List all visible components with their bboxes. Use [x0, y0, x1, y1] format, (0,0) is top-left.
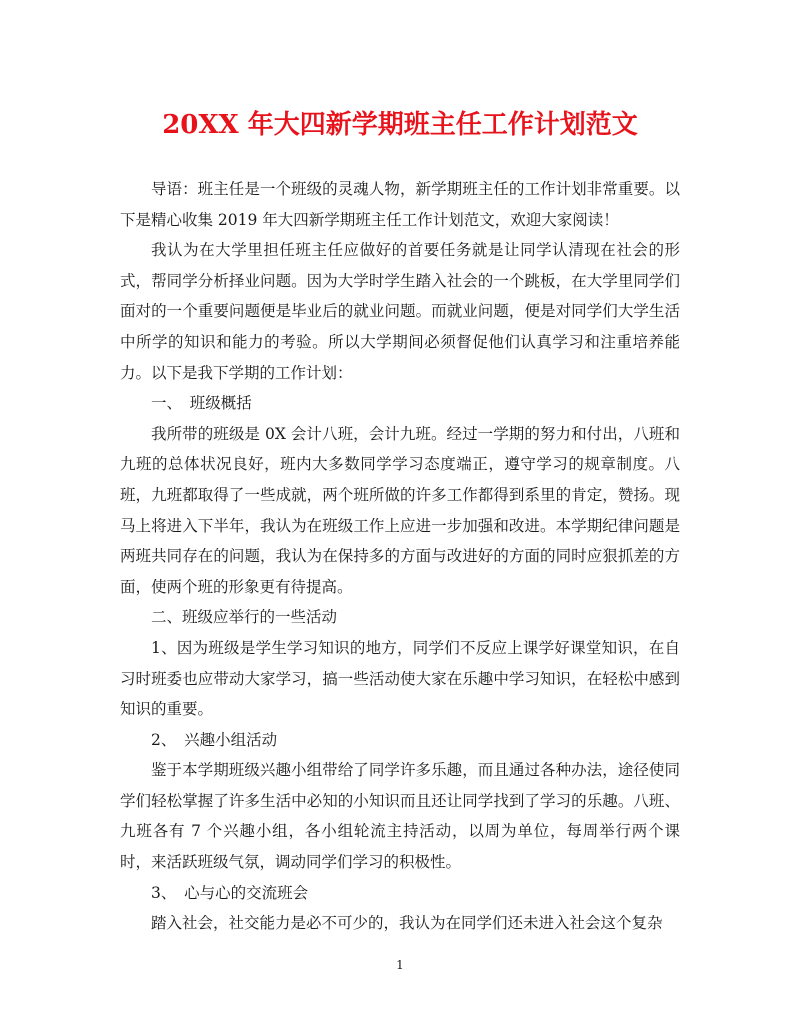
section-heading: 一、 班级概括	[151, 394, 252, 413]
intro-paragraph: 导语：班主任是一个班级的灵魂人物，新学期班主任的工作计划非常重要。以下是精心收集 2019 年大四新学期班主任工作计划范文，欢迎大家阅读！	[120, 180, 680, 229]
body-paragraph: 我认为在大学里担任班主任应做好的首要任务就是让同学认清现在社会的形式，帮同学分析择业问题。因为大学时学生踏入社会的一个跳板，在大学里同学们面对的一个重要问题便是毕业后的就业问题。而就业问题，便是对同学们大学生活中所学的知识和能力的考验。所以大学期间必须督促他们认真学习和注重培养能力。以下是我下学期的工作计划：	[120, 241, 680, 382]
document-body	[120, 174, 680, 939]
subsection-heading: 2、 兴趣小组活动	[151, 730, 278, 749]
body-paragraph: 鉴于本学期班级兴趣小组带给了同学许多乐趣，而且通过各种办法，途径使同学们轻松掌握了许多生活中必知的小知识而且还让同学找到了学习的乐趣。八班、九班各有 7 个兴趣小组，各小组轮流主持活动，以周为单位，每周举行两个课时，来活跃班级气氛，调动同学们学习的积极性。	[120, 761, 680, 872]
body-paragraph: 我所带的班级是 0X 会计八班，会计九班。经过一学期的努力和付出，八班和九班的总体状况良好，班内大多数同学学习态度端正，遵守学习的规章制度。八班，九班都取得了一些成就，两个班所做的许多工作都得到系里的肯定，赞扬。现马上将进入下半年，我认为在班级工作上应进一步加强和改进。本学期纪律问题是两班共同存在的问题，我认为在保持多的方面与改进好的方面的同时应狠抓差的方面，使两个班的形象更有待提高。	[120, 424, 680, 596]
body-paragraph: 1、因为班级是学生学习知识的地方，同学们不反应上课学好课堂知识，在自习时班委也应带动大家学习，搞一些活动使大家在乐趣中学习知识，在轻松中感到知识的重要。	[120, 638, 680, 719]
document-title: 20XX 年大四新学期班主任工作计划范文	[162, 110, 638, 140]
page-number: 1	[396, 958, 404, 972]
body-paragraph: 踏入社会，社交能力是必不可少的，我认为在同学们还未进入社会这个复杂	[151, 914, 663, 933]
subsection-heading: 3、 心与心的交流班会	[151, 883, 309, 902]
section-heading: 二、班级应举行的一些活动	[151, 608, 338, 627]
